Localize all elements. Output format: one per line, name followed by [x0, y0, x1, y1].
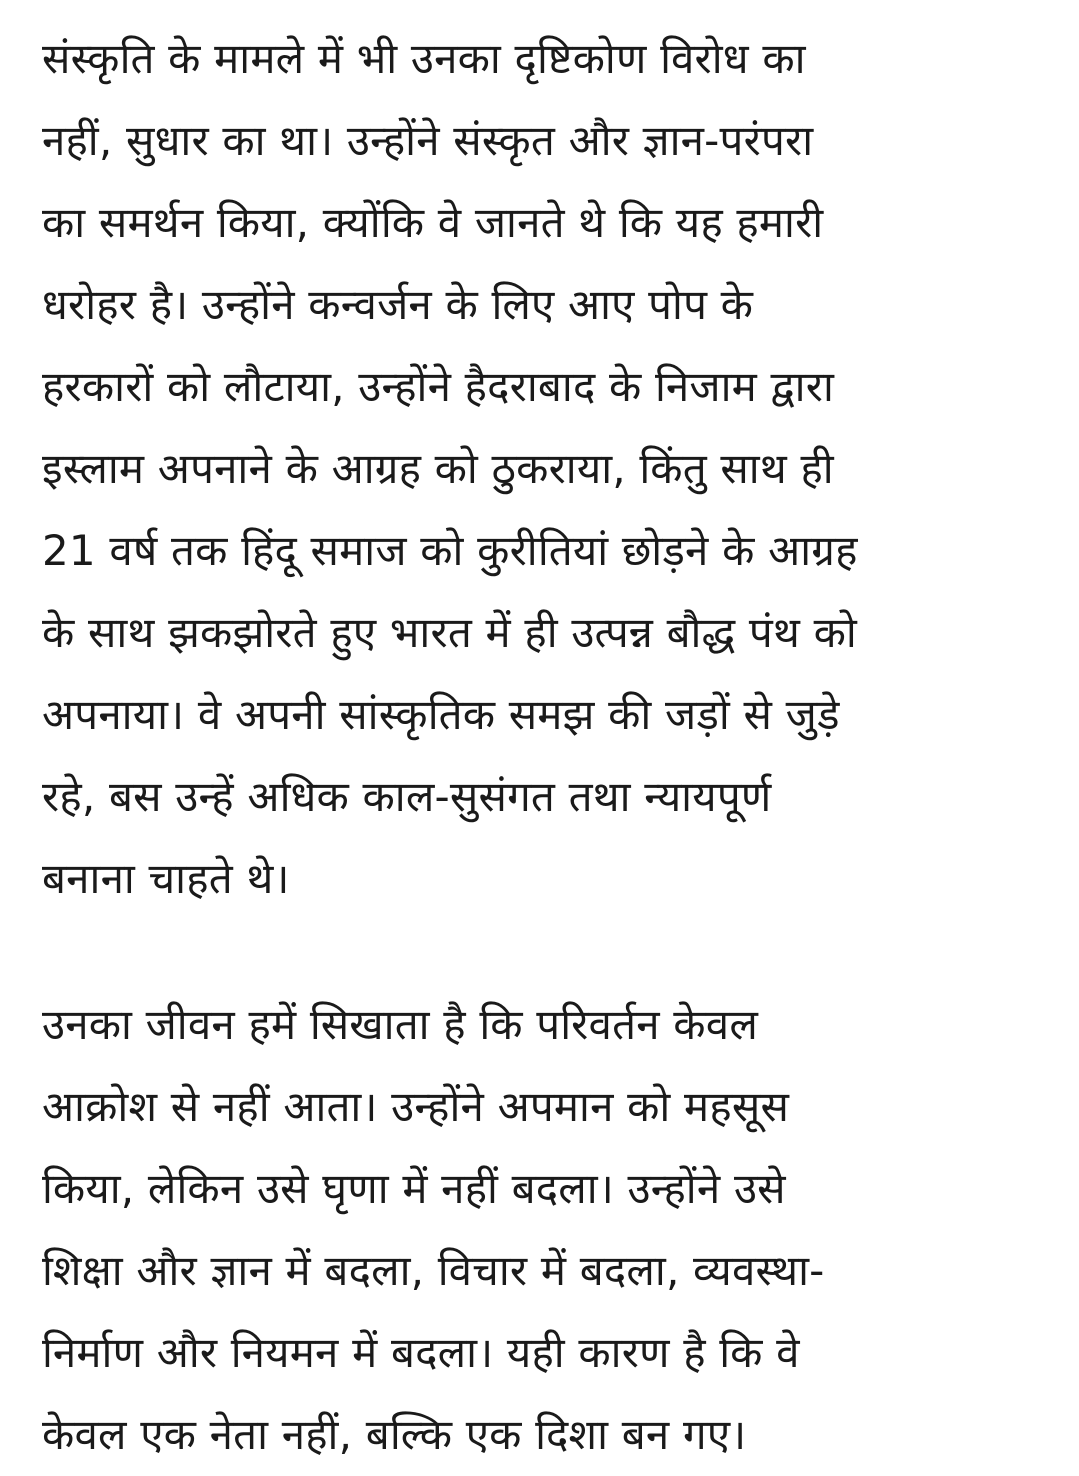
text-line: शिक्षा और ज्ञान में बदला, विचार में बदला, व्यवस्था-	[42, 1246, 825, 1295]
text-line: आक्रोश से नहीं आता। उन्होंने अपमान को महसूस	[42, 1082, 790, 1131]
text-line: के साथ झकझोरते हुए भारत में ही उत्पन्न बौद्ध पंथ को	[42, 608, 857, 657]
text-line: अपनाया। वे अपनी सांस्कृतिक समझ की जड़ों से जुड़े	[42, 690, 840, 739]
paragraph-culture	[42, 18, 1049, 920]
text-line: निर्माण और नियमन में बदला। यही कारण है कि वे	[42, 1328, 800, 1377]
text-line: उनका जीवन हमें सिखाता है कि परिवर्तन केवल	[42, 1000, 758, 1049]
text-line: किया, लेकिन उसे घृणा में नहीं बदला। उन्होंने उसे	[42, 1164, 786, 1213]
paragraph-spacer	[42, 920, 1049, 984]
text-line: केवल एक नेता नहीं, बल्कि एक दिशा बन गए।	[42, 1410, 747, 1459]
text-line: रहे, बस उन्हें अधिक काल-सुसंगत तथा न्यायपूर्ण	[42, 772, 772, 821]
text-line: 21 वर्ष तक हिंदू समाज को कुरीतियां छोड़ने के आग्रह	[42, 526, 858, 575]
text-line: संस्कृति के मामले में भी उनका दृष्टिकोण विरोध का	[42, 34, 806, 83]
text-line: बनाना चाहते थे।	[42, 854, 290, 903]
text-line: नहीं, सुधार का था। उन्होंने संस्कृत और ज्ञान-परंपरा	[42, 116, 814, 165]
paragraph-life-lesson	[42, 984, 1049, 1476]
text-line: इस्लाम अपनाने के आग्रह को ठुकराया, किंतु साथ ही	[42, 444, 834, 493]
text-line: धरोहर है। उन्होंने कन्वर्जन के लिए आए पोप के	[42, 280, 754, 329]
text-line: हरकारों को लौटाया, उन्होंने हैदराबाद के निजाम द्वारा	[42, 362, 835, 411]
text-line: का समर्थन किया, क्योंकि वे जानते थे कि यह हमारी	[42, 198, 824, 247]
